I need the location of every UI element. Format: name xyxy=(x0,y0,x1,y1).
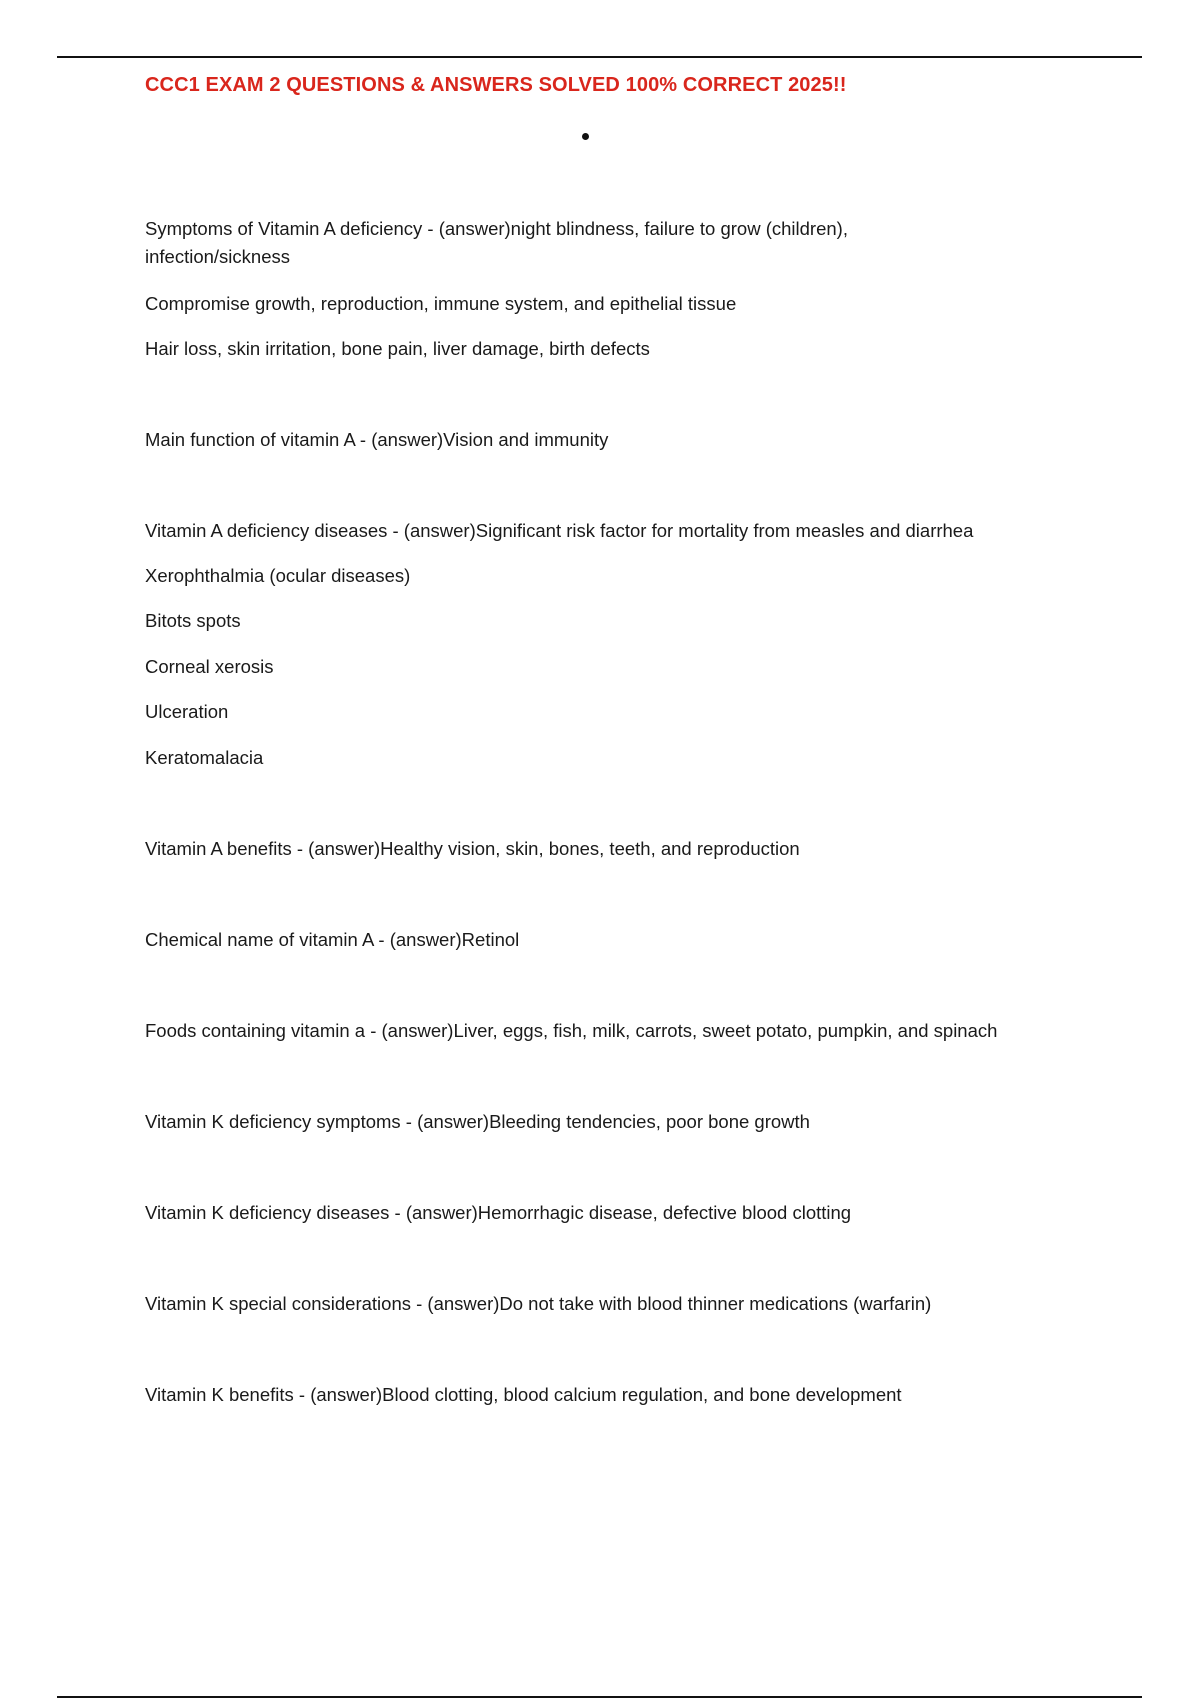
qa-line: Foods containing vitamin a - (answer)Liver, eggs, fish, milk, carrots, sweet potato, pumpkin, and spinach xyxy=(145,1020,998,1041)
qa-line: Corneal xerosis xyxy=(145,656,274,677)
qa-line: Main function of vitamin A - (answer)Vision and immunity xyxy=(145,429,609,450)
qa-line: Vitamin A benefits - (answer)Healthy vision, skin, bones, teeth, and reproduction xyxy=(145,838,800,859)
qa-line: Chemical name of vitamin A - (answer)Retinol xyxy=(145,929,520,950)
qa-line: Ulceration xyxy=(145,701,229,722)
bullet-icon xyxy=(582,133,589,140)
qa-line: Vitamin K benefits - (answer)Blood clotting, blood calcium regulation, and bone development xyxy=(145,1384,902,1405)
qa-line: Vitamin K deficiency diseases - (answer)Hemorrhagic disease, defective blood clotting xyxy=(145,1202,852,1223)
qa-line: Bitots spots xyxy=(145,610,241,631)
top-rule xyxy=(57,56,1142,58)
qa-line: Symptoms of Vitamin A deficiency - (answer)night blindness, failure to grow (children), xyxy=(145,218,848,239)
qa-line: infection/sickness xyxy=(145,246,290,267)
qa-line: Vitamin K deficiency symptoms - (answer)Bleeding tendencies, poor bone growth xyxy=(145,1111,810,1132)
qa-line: Hair loss, skin irritation, bone pain, liver damage, birth defects xyxy=(145,338,650,359)
qa-line: Vitamin K special considerations - (answer)Do not take with blood thinner medications (warfarin) xyxy=(145,1293,932,1314)
qa-line: Keratomalacia xyxy=(145,747,264,768)
qa-line: Xerophthalmia (ocular diseases) xyxy=(145,565,411,586)
qa-line: Vitamin A deficiency diseases - (answer)Significant risk factor for mortality from measles and diarrhea xyxy=(145,520,974,541)
qa-line: Compromise growth, reproduction, immune system, and epithelial tissue xyxy=(145,293,737,314)
bottom-rule xyxy=(57,1696,1142,1698)
document-title: CCC1 EXAM 2 QUESTIONS & ANSWERS SOLVED 100% CORRECT 2025!! xyxy=(145,74,847,96)
